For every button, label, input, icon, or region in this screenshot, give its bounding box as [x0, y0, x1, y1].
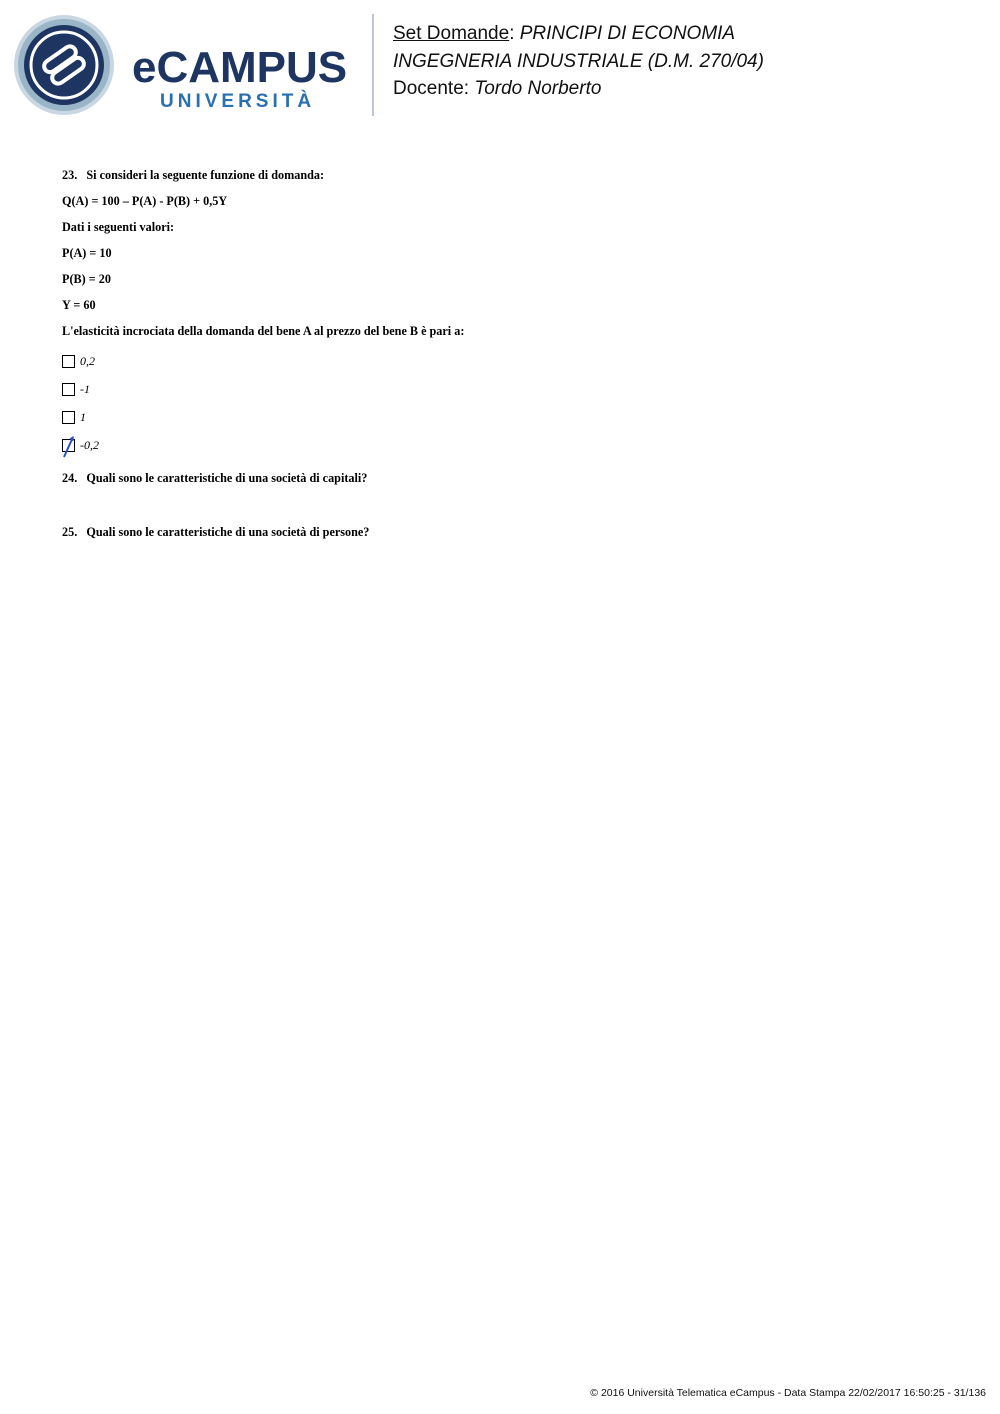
q23-line-y: Y = 60 [62, 298, 96, 312]
teacher-name: Tordo Norberto [474, 78, 602, 99]
option-label: -1 [80, 381, 90, 396]
q23-option-3[interactable] [62, 403, 942, 431]
checkbox[interactable] [62, 355, 75, 368]
checkbox[interactable] [62, 411, 75, 424]
page-header [0, 0, 1000, 130]
teacher-label: Docente: [393, 78, 470, 99]
logo-brand: eCAMPUS [132, 43, 348, 92]
page-footer: © 2016 Università Telematica eCampus - Data Stampa 22/02/2017 16:50:25 - 31/136 [590, 1387, 986, 1399]
q23-line-pa: P(A) = 10 [62, 246, 112, 260]
q23-line-given: Dati i seguenti valori: [62, 220, 175, 234]
q23-option-4[interactable] [62, 431, 942, 459]
q23-line-formula: Q(A) = 100 – P(A) - P(B) + 0,5Y [62, 194, 228, 208]
header-line-2 [393, 48, 764, 76]
ecampus-logo [12, 14, 362, 118]
set-sep: : [509, 23, 515, 44]
option-label: -0,2 [80, 437, 99, 452]
header-line-1 [393, 20, 764, 48]
q23-option-2[interactable] [62, 375, 942, 403]
q23-line-pb: P(B) = 20 [62, 272, 111, 286]
option-label: 1 [80, 409, 86, 424]
course-line-1: PRINCIPI DI ECONOMIA [519, 23, 736, 44]
questions [62, 165, 942, 540]
checkbox-checked[interactable] [62, 439, 75, 452]
header-divider [372, 14, 374, 116]
logo-subtitle: UNIVERSITÀ [160, 91, 316, 112]
question-23-title: 23. Si consideri la seguente funzione di domanda: [62, 168, 325, 182]
checkbox[interactable] [62, 383, 75, 396]
q23-option-1[interactable] [62, 347, 942, 375]
course-line-2: INGEGNERIA INDUSTRIALE (D.M. 270/04) [393, 50, 764, 72]
q23-line-question: L'elasticità incrociata della domanda del bene A al prezzo del bene B è pari a: [62, 324, 465, 338]
option-label: 0,2 [80, 353, 95, 368]
set-label: Set Domande [393, 23, 510, 44]
header-line-3 [393, 75, 764, 103]
question-25-title: 25. Quali sono le caratteristiche di una società di persone? [62, 525, 370, 539]
header-info [393, 20, 764, 103]
question-24-title: 24. Quali sono le caratteristiche di una società di capitali? [62, 471, 368, 485]
check-mark-icon [60, 436, 80, 458]
q23-options [62, 347, 942, 459]
